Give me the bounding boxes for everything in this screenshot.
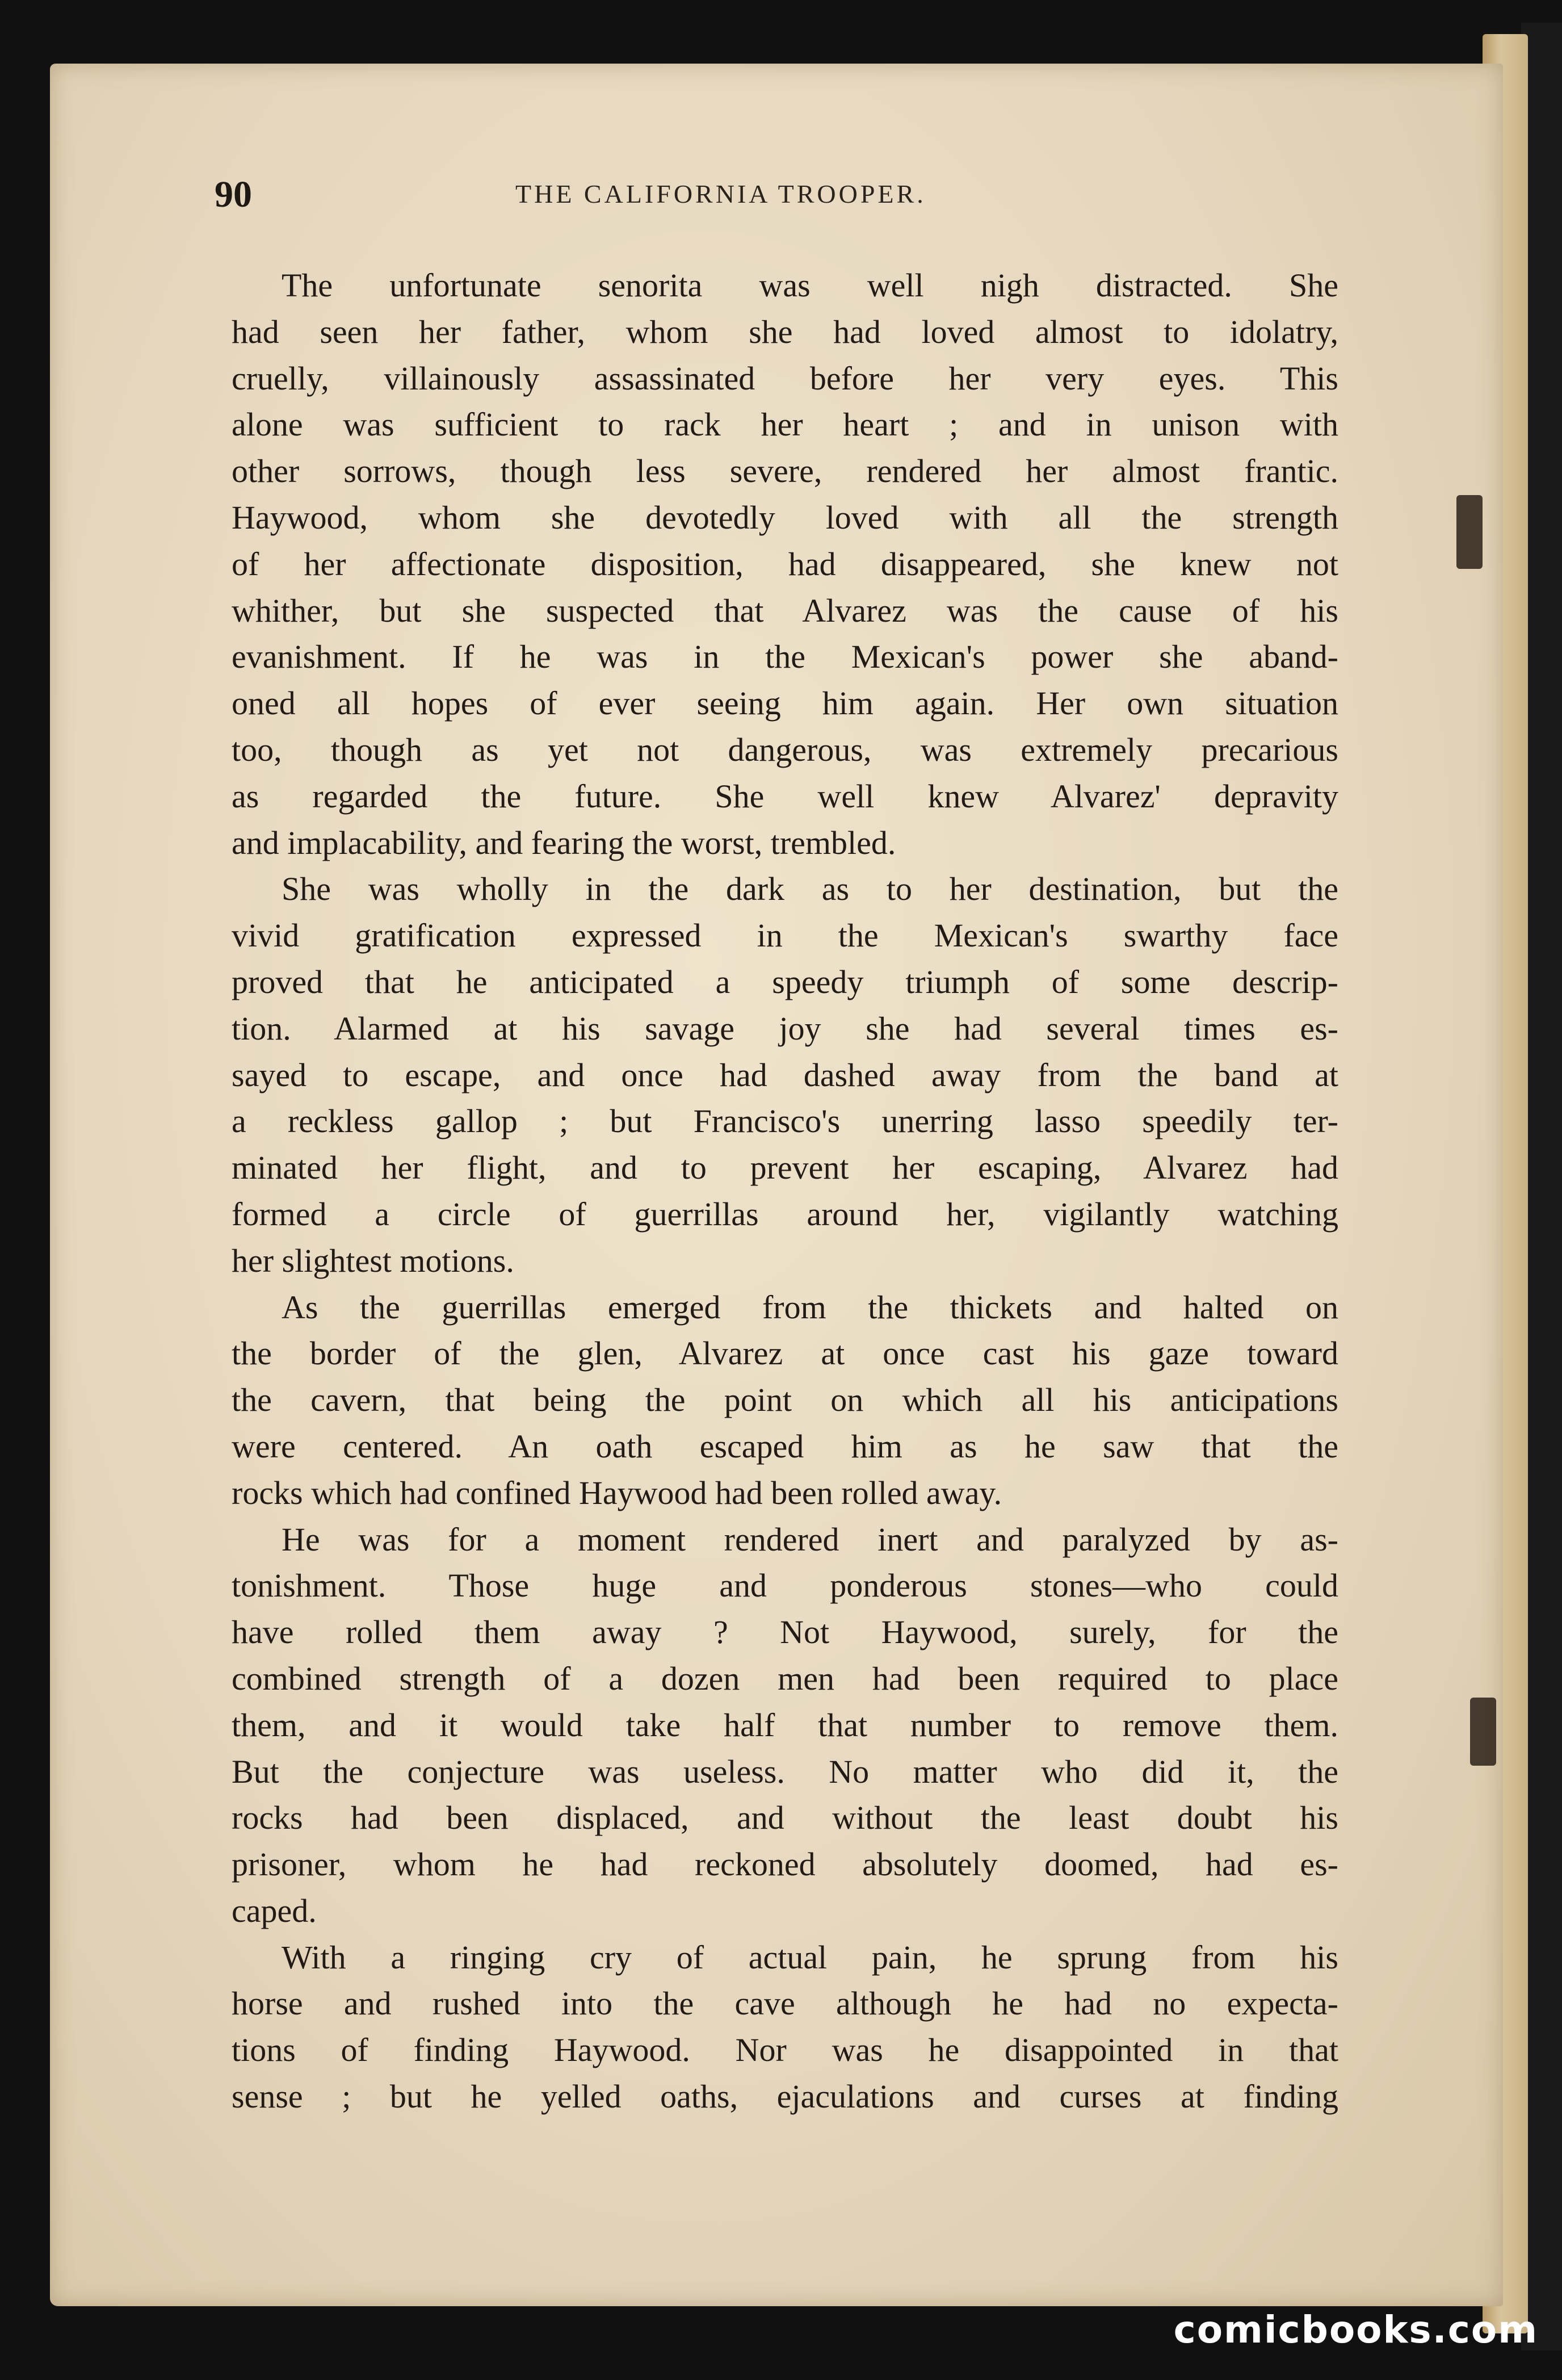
running-head [215,173,1350,219]
text-line: cruelly, villainously assassinated before her very eyes. This [232,359,1338,397]
text-line: alone was sufficient to rack her heart ; and in unison with [232,406,1338,443]
text-line: evanishment. If he was in the Mexican's power she aband- [232,638,1338,676]
text-line: rocks which had confined Haywood had been rolled away. [232,1474,1002,1511]
text-line: and implacability, and fearing the worst, trembled. [232,824,896,861]
text-line: them, and it would take half that number to remove them. [232,1706,1338,1744]
text-line: But the conjecture was useless. No matter who did it, the [232,1753,1338,1790]
text-line: had seen her father, whom she had loved almost to idolatry, [232,313,1338,350]
text-line: With a ringing cry of actual pain, he sprung from his [282,1938,1338,1976]
text-line: prisoner, whom he had reckoned absolutely doomed, had es- [232,1846,1338,1883]
text-line: combined strength of a dozen men had been required to place [232,1660,1338,1697]
text-line: as regarded the future. She well knew Alvarez' depravity [232,777,1338,815]
text-line: tions of finding Haywood. Nor was he disappointed in that [232,2031,1338,2069]
text-line: a reckless gallop ; but Francisco's unerring lasso speedily ter- [232,1103,1338,1140]
text-line: horse and rushed into the cave although he had no expecta- [232,1985,1338,2022]
running-title: THE CALIFORNIA TROOPER. [515,179,926,208]
page-number: 90 [215,174,252,215]
text-line: minated her flight, and to prevent her escaping, Alvarez had [232,1149,1338,1187]
text-line: He was for a moment rendered inert and paralyzed by as- [282,1520,1338,1558]
body-text [232,262,1338,2120]
binding-clip-mark [1470,1698,1496,1766]
text-line: oned all hopes of ever seeing him again. Her own situation [232,685,1338,722]
text-line: other sorrows, though less severe, rendered her almost frantic. [232,452,1338,490]
text-line: She was wholly in the dark as to her destination, but the [282,870,1338,908]
text-line: caped. [232,1892,317,1929]
text-line: vivid gratification expressed in the Mexican's swarthy face [232,917,1338,954]
text-line: sayed to escape, and once had dashed away from the band at [232,1056,1338,1093]
text-line: whither, but she suspected that Alvarez was the cause of his [232,592,1338,629]
text-line: the border of the glen, Alvarez at once cast his gaze toward [232,1335,1338,1372]
text-line: The unfortunate senorita was well nigh distracted. She [282,267,1338,304]
text-line: too, though as yet not dangerous, was extremely precarious [232,731,1338,768]
text-line: sense ; but he yelled oaths, ejaculations and curses at finding [232,2078,1338,2115]
text-line: As the guerrillas emerged from the thickets and halted on [282,1288,1338,1326]
text-line: the cavern, that being the point on which all his anticipations [232,1381,1338,1419]
text-line: were centered. An oath escaped him as he saw that the [232,1427,1338,1465]
text-line: of her affectionate disposition, had disappeared, she knew not [232,545,1338,583]
watermark: comicbooks.com [1173,2308,1538,2352]
text-line: Haywood, whom she devotedly loved with all the strength [232,498,1338,536]
text-line: her slightest motions. [232,1242,514,1279]
binding-clip-mark [1456,495,1483,569]
text-line: formed a circle of guerrillas around her, vigilantly watching [232,1195,1338,1233]
text-line: proved that he anticipated a speedy triumph of some descrip- [232,963,1338,1000]
text-line: rocks had been displaced, and without the least doubt his [232,1799,1338,1837]
text-line: have rolled them away ? Not Haywood, surely, for the [232,1614,1338,1651]
text-line: tonishment. Those huge and ponderous stones—who could [232,1567,1338,1604]
text-line: tion. Alarmed at his savage joy she had several times es- [232,1009,1338,1047]
